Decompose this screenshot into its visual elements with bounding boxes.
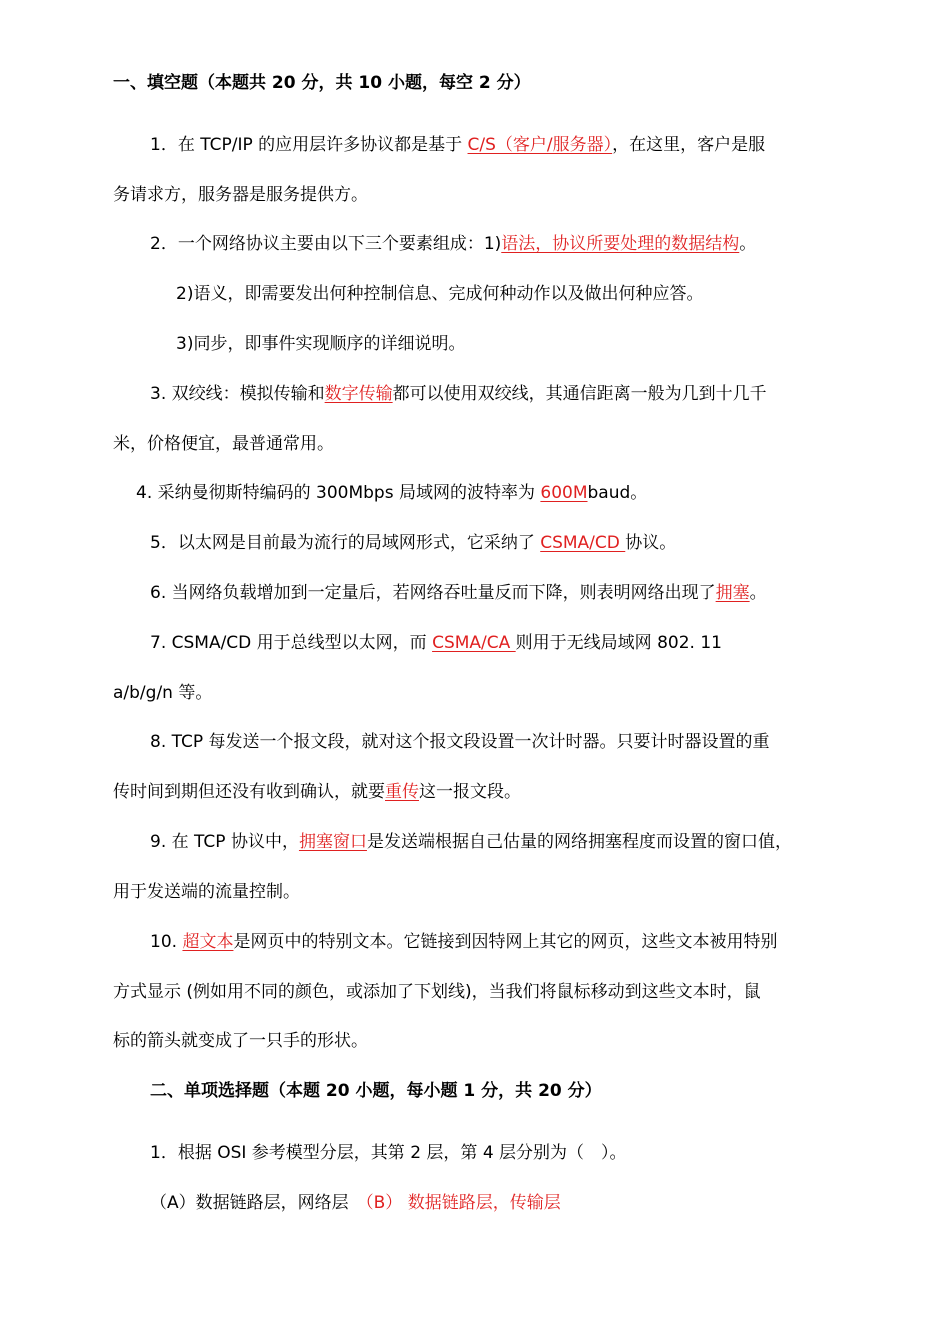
question-1: 1．在 TCP/IP 的应用层许多协议都是基于 C/S（客户/服务器），在这里，客户是服 xyxy=(150,135,766,155)
answer-blank: 600M xyxy=(540,483,588,503)
question-4: 4. 采纳曼彻斯特编码的 300Mbps 局域网的波特率为 600Mbaud。 xyxy=(136,483,648,503)
section1-heading: 一、填空题（本题共 20 分，共 10 小题，每空 2 分） xyxy=(113,73,531,93)
question-6: 6. 当网络负载增加到一定量后，若网络吞吐量反而下降，则表明网络出现了拥塞。 xyxy=(150,583,767,603)
answer-blank: 数字传输 xyxy=(324,384,393,404)
answer-blank: 超文本 xyxy=(182,932,234,952)
question-9: 9. 在 TCP 协议中，拥塞窗口是发送端根据自己估量的网络拥塞程度而设置的窗口值， xyxy=(150,832,792,852)
question-9-cont: 用于发送端的流量控制。 xyxy=(113,882,300,902)
question-8: 8. TCP 每发送一个报文段，就对这个报文段设置一次计时器。只要计时器设置的重 xyxy=(150,732,770,752)
answer-blank: CSMA/CD xyxy=(540,533,626,553)
mc-question-1-options xyxy=(150,1191,561,1215)
question-10: 10. 超文本是网页中的特别文本。它链接到因特网上其它的网页，这些文本被用特别 xyxy=(150,932,778,952)
answer-blank: C/S（客户/服务器） xyxy=(467,135,613,155)
question-2: 2．一个网络协议主要由以下三个要素组成：1)语法，协议所要处理的数据结构。 xyxy=(150,234,757,254)
question-7: 7. CSMA/CD 用于总线型以太网，而 CSMA/CA 则用于无线局域网 802. 11 xyxy=(150,633,722,653)
question-7-cont: a/b/g/n 等。 xyxy=(113,683,213,703)
answer-blank: 拥塞 xyxy=(715,583,750,603)
answer-blank: CSMA/CA xyxy=(432,633,516,653)
question-10-cont-1: 方式显示 (例如用不同的颜色，或添加了下划线)，当我们将鼠标移动到这些文本时，鼠 xyxy=(113,982,761,1002)
answer-blank: 重传 xyxy=(385,782,419,802)
answer-blank: 拥塞窗口 xyxy=(298,832,367,852)
question-5: 5．以太网是目前最为流行的局域网形式，它采纳了 CSMA/CD 协议。 xyxy=(150,533,677,553)
question-10-cont-2: 标的箭头就变成了一只手的形状。 xyxy=(113,1031,368,1051)
option-b-correct: （B） 数据链路层，传输层 xyxy=(356,1193,561,1213)
question-1-cont: 务请求方，服务器是服务提供方。 xyxy=(113,185,368,205)
answer-blank: 语法，协议所要处理的数据结构 xyxy=(501,234,740,254)
question-2-sub-2: 2)语义，即需要发出何种控制信息、完成何种动作以及做出何种应答。 xyxy=(176,284,704,304)
question-3-cont: 米，价格便宜，最普通常用。 xyxy=(113,434,334,454)
section2-heading: 二、单项选择题（本题 20 小题，每小题 1 分，共 20 分） xyxy=(150,1081,602,1101)
question-3: 3. 双绞线：模拟传输和数字传输都可以使用双绞线，其通信距离一般为几到十几千 xyxy=(150,384,767,404)
question-8-cont: 传时间到期但还没有收到确认，就要重传这一报文段。 xyxy=(113,782,521,802)
question-2-sub-3: 3)同步，即事件实现顺序的详细说明。 xyxy=(176,334,466,354)
option-a: （A）数据链路层，网络层 xyxy=(150,1193,349,1213)
mc-question-1: 1．根据 OSI 参考模型分层，其第 2 层，第 4 层分别为（ ）。 xyxy=(150,1143,627,1163)
